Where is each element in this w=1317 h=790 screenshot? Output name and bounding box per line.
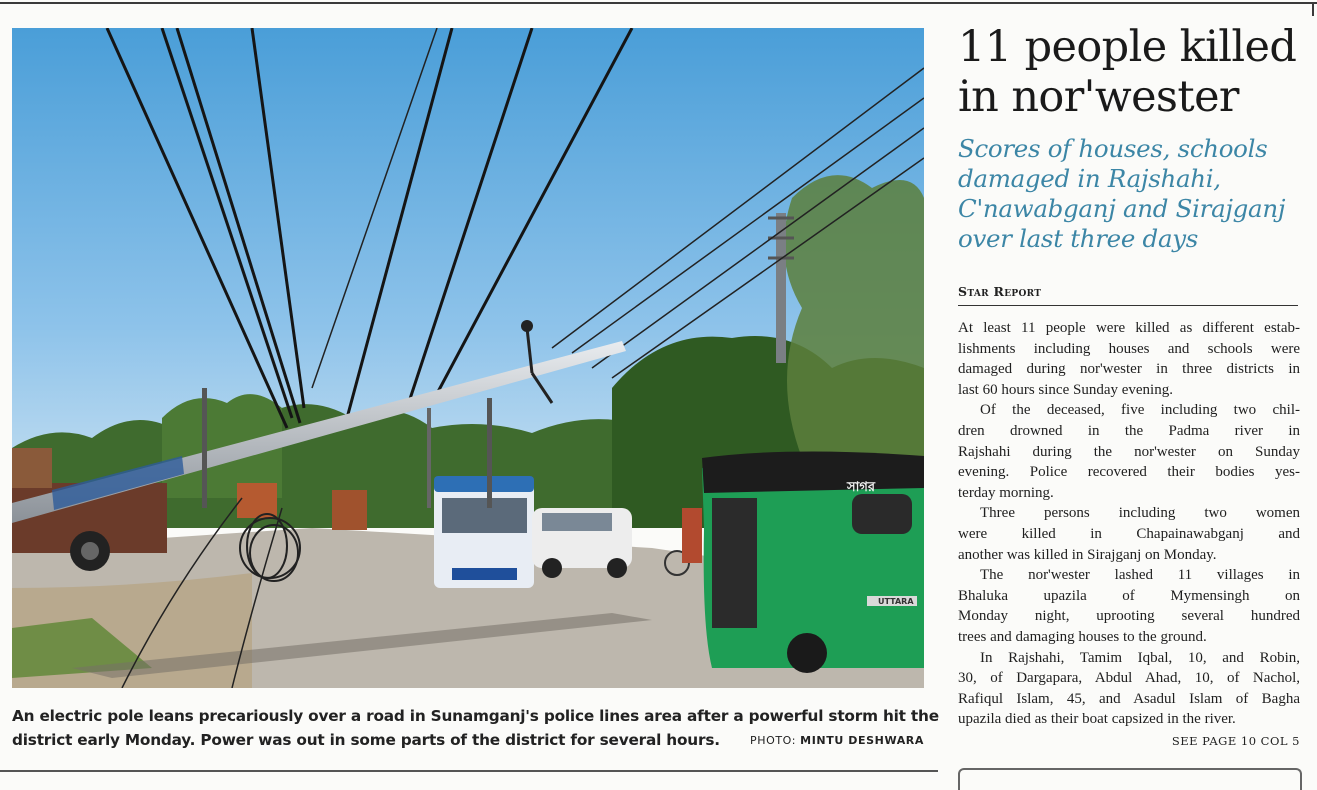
article-line: damaged during nor'wester in three districts in: [958, 361, 1300, 378]
article-line: last 60 hours since Sunday evening.: [958, 381, 1173, 398]
headline-line-2: in nor'wester: [958, 72, 1239, 122]
article-line: Bhaluka upazila of Mymensingh on: [958, 587, 1300, 604]
paragraph-3: [958, 503, 1300, 565]
byline: Star Report: [958, 284, 1042, 299]
headline: [958, 22, 1308, 122]
article-line: Rajshahi during the nor'wester on Sunday: [958, 443, 1300, 460]
article-line: evening. Police recovered their bodies yes-: [958, 464, 1300, 481]
article-line: upazila died as their boat capsized in the river.: [958, 711, 1236, 728]
news-photo: [12, 28, 924, 688]
paragraph-2: [958, 400, 1300, 503]
article-line: Three persons including two women: [980, 505, 1300, 522]
photo-credit-label: PHOTO:: [750, 734, 797, 747]
article-line: were killed in Chapainawabganj and: [958, 525, 1300, 542]
subheadline: [958, 134, 1308, 254]
article-body: [958, 318, 1300, 730]
column-rule: [1312, 2, 1314, 16]
rickshaw-plate: UTTARA: [878, 597, 914, 606]
caption-line-1: An electric pole leans precariously over a road in Sunamganj's police lines area after a powerful storm hit the: [12, 707, 939, 725]
article-line: 30, of Dargapara, Abdul Ahad, 10, of Nachol,: [958, 670, 1300, 687]
next-story-box: [958, 768, 1302, 790]
paragraph-5: [958, 648, 1300, 730]
article-line: In Rajshahi, Tamim Iqbal, 10, and Robin,: [980, 649, 1300, 666]
subhead-line-3: C'nawabganj and Sirajganj: [958, 194, 1286, 223]
paragraph-1: [958, 318, 1300, 400]
photo-credit-name: MINTU DESHWARA: [800, 734, 924, 747]
article-line: dren drowned in the Padma river in: [958, 422, 1300, 439]
article-line: The nor'wester lashed 11 villages in: [980, 567, 1300, 584]
top-rule: [0, 2, 1317, 4]
article-line: Rafiqul Islam, 45, and Asadul Islam of Bagha: [958, 690, 1300, 707]
article-line: lishments including houses and schools were: [958, 340, 1300, 357]
headline-line-1: 11 people killed: [958, 22, 1297, 72]
article-line: terday morning.: [958, 484, 1054, 501]
bottom-rule: [0, 770, 938, 772]
subhead-line-2: damaged in Rajshahi,: [958, 164, 1221, 193]
subhead-line-4: over last three days: [958, 224, 1199, 253]
caption-line-2: district early Monday. Power was out in some parts of the district for several hours.: [12, 731, 720, 749]
rickshaw-sign: সাগর: [847, 480, 876, 495]
article-line: Of the deceased, five including two chil-: [980, 402, 1300, 419]
article-line: At least 11 people were killed as different estab-: [958, 320, 1300, 336]
article-line: trees and damaging houses to the ground.: [958, 628, 1207, 645]
photo-credit: [750, 734, 924, 747]
article-line: Monday night, uprooting several hundred: [958, 608, 1300, 625]
paragraph-4: [958, 565, 1300, 647]
article-line: another was killed in Sirajganj on Monday.: [958, 546, 1217, 563]
continued-link[interactable]: SEE PAGE 10 COL 5: [1171, 734, 1300, 748]
byline-rule: [958, 305, 1298, 306]
subhead-line-1: Scores of houses, schools: [958, 134, 1268, 163]
